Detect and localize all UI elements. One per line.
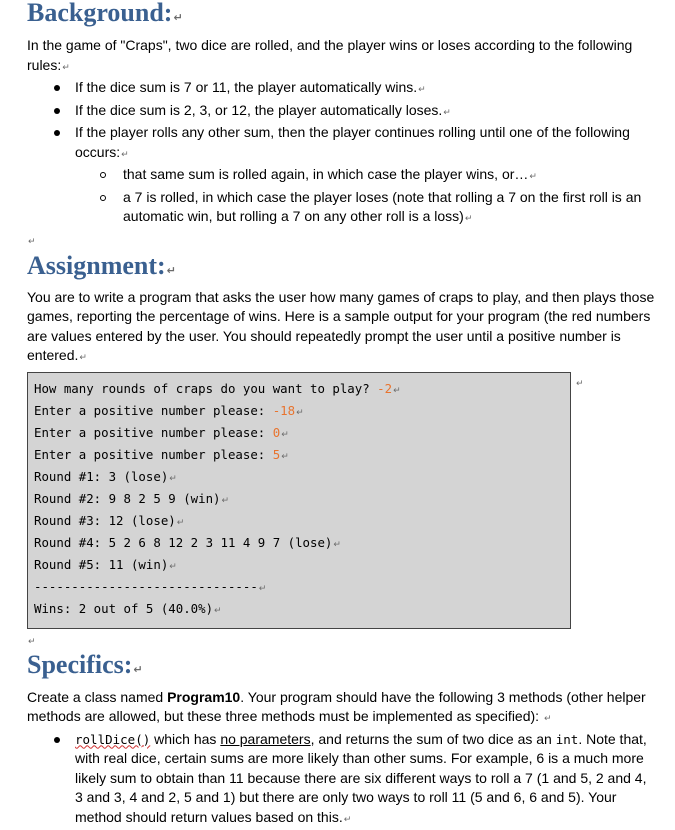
class-name: Program10 — [167, 688, 241, 705]
user-input: -18 — [272, 402, 296, 418]
console-line: Round #4: 5 2 6 8 12 2 3 11 4 9 7 (lose)↵ — [34, 535, 341, 551]
console-line: Enter a positive number please: 0↵ — [34, 424, 289, 440]
rule-item: If the dice sum is 2, 3, or 12, the player automatically loses.↵ — [27, 101, 657, 124]
background-intro: In the game of "Craps", two dice are rolled, and the player wins or loses according to the following rules:↵ — [27, 37, 633, 73]
subrule-item: a 7 is rolled, in which case the player loses (note that rolling a 7 on the first roll is an automatic win, but rolling a 7 on any other roll is a loss)↵ — [27, 188, 657, 230]
console-summary: Wins: 2 out of 5 (40.0%)↵ — [34, 601, 222, 617]
assignment-text: You are to write a program that asks the user how many games of craps to play, and then plays those games, reporting the percentage of wins. Here is a sample output for your program (the red numbers are values entered by the user. You should repeatedly prompt the user until a positive number is entered.↵ — [27, 288, 655, 363]
console-line: Round #2: 9 8 2 5 9 (win)↵ — [34, 490, 230, 506]
rule-item: If the dice sum is 7 or 11, the player automatically wins.↵ — [27, 78, 657, 101]
console-line: Enter a positive number please: 5↵ — [34, 446, 289, 462]
cell-end-mark: ↵ — [576, 378, 584, 389]
console-line: Round #1: 3 (lose)↵ — [34, 468, 177, 484]
methods-list — [27, 730, 657, 830]
sample-output-console — [27, 372, 584, 629]
subrules-list — [75, 165, 657, 230]
specifics-heading: Specifics:↵ — [27, 649, 143, 679]
console-line: Round #5: 11 (win)↵ — [34, 557, 177, 573]
subrule-item: that same sum is rolled again, in which case the player wins, or…↵ — [27, 165, 657, 188]
console-separator: ------------------------------↵ — [34, 579, 267, 595]
rules-list — [27, 78, 657, 230]
empty-paragraph: ↵ — [28, 236, 36, 247]
console-line: Enter a positive number please: -18↵ — [34, 402, 304, 418]
method-item: rollDice() which has no parameters, and returns the sum of two dice as an int. Note that, with real dice, certain sums are more likely than other sums. For example, 6 is a much more likely sum to obtain than 11 because there are six different ways to roll a 7 (1 and 5, 2 and 4, 3 and 3, 4 and 2, 5 and 1) but there are only two ways to roll 11 (5 and 6, 6 and 5). Your method should return values based on this.↵ — [27, 730, 657, 830]
method-name: rollDice() — [75, 731, 151, 747]
console-line: How many rounds of craps do you want to play? -2↵ — [34, 380, 401, 396]
user-input: 0 — [272, 424, 281, 440]
user-input: 5 — [272, 446, 281, 462]
rule-item: If the player rolls any other sum, then the player continues rolling until one of the following occurs:↵ that same sum is rolled again, in which case the player wins, or…↵ a 7 is rolled, in which case the player loses (note that rolling a 7 on the first roll is an automatic win, but rolling a 7 on any other roll is a loss)↵ — [27, 123, 657, 230]
background-heading: Background:↵ — [27, 0, 183, 27]
assignment-heading: Assignment:↵ — [27, 250, 176, 280]
specifics-intro: Create a class named Program10. Your program should have the following 3 methods (other helper methods are allowed, but these three methods must be implemented as specified): ↵ — [27, 688, 646, 725]
document-page — [27, 0, 657, 830]
console-line: Round #3: 12 (lose)↵ — [34, 513, 185, 529]
user-input: -2 — [377, 380, 393, 396]
empty-paragraph: ↵ — [28, 636, 36, 647]
